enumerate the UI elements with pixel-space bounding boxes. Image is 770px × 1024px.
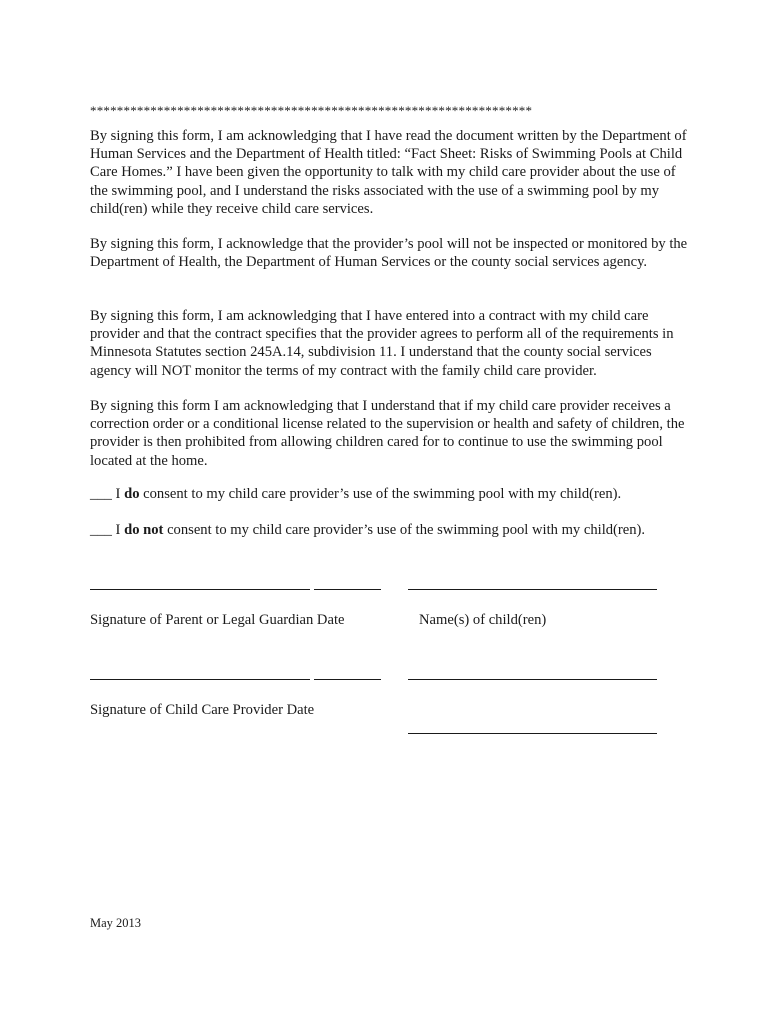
children-names-label: Name(s) of child(ren) (419, 612, 547, 628)
paragraph-correction-order: By signing this form I am acknowledging that I understand that if my child care provider receives a correction order or a conditional license related to the supervision or health and safety of children, the provider is then prohibited from allowing children cared for to continue to use the swimming pool located at the home. (90, 398, 685, 469)
consent-do-option[interactable] (90, 485, 621, 503)
consent-do-text: consent to my child care provider’s use of the swimming pool with my child(ren). (143, 486, 622, 502)
parent-signature-label: Signature of Parent or Legal Guardian Date (90, 612, 345, 628)
child-name-line-3[interactable] (408, 733, 657, 734)
consent-do-not-text: consent to my child care provider’s use of the swimming pool with my child(ren). (167, 522, 646, 538)
footer-date: May 2013 (90, 916, 142, 930)
consent-do-not-prefix: I (115, 522, 121, 538)
provider-date-line[interactable] (314, 679, 381, 680)
child-name-line-2[interactable] (408, 679, 657, 680)
paragraph-pool-not-inspected: By signing this form, I acknowledge that the provider’s pool will not be inspected or monitored by the Department of Health, the Department of Human Services or the county social services agency. (90, 236, 688, 271)
consent-do-blank[interactable]: ___ (90, 486, 112, 502)
consent-do-not-emphasis: do not (124, 522, 164, 538)
parent-signature-line[interactable] (90, 589, 310, 590)
separator-line: ****************************************************************** (90, 103, 533, 118)
paragraph-contract-acknowledgement: By signing this form, I am acknowledging that I have entered into a contract with my child care provider and that the contract specifies that the provider agrees to perform all of the requirements in Minnesota Statutes section 245A.14, subdivision 11. I understand that the county social services agency will NOT monitor the terms of my contract with the family child care provider. (90, 308, 674, 379)
consent-do-emphasis: do (124, 486, 140, 502)
child-name-line-1[interactable] (408, 589, 657, 590)
provider-signature-line[interactable] (90, 679, 310, 680)
consent-do-not-blank[interactable]: ___ (90, 522, 112, 538)
provider-signature-label: Signature of Child Care Provider Date (90, 702, 315, 718)
parent-date-line[interactable] (314, 589, 381, 590)
consent-do-prefix: I (115, 486, 121, 502)
consent-do-not-option[interactable] (90, 521, 645, 539)
paragraph-fact-sheet-acknowledgement: By signing this form, I am acknowledging that I have read the document written by the Department of Human Services and the Department of Health titled: “Fact Sheet: Risks of Swimming Pools at Child Care Homes.” I have been given the opportunity to talk with my child care provider about the use of the swimming pool, and I understand the risks associated with the use of a swimming pool by my child(ren) while they receive child care services. (90, 128, 687, 217)
